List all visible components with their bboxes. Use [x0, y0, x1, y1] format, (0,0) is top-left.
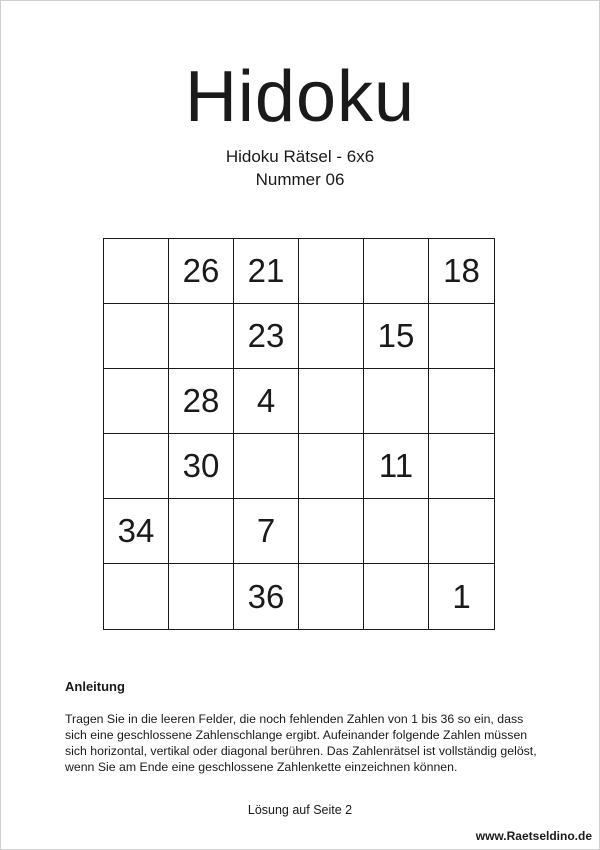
grid-cell[interactable]	[429, 434, 494, 499]
grid-cell[interactable]	[364, 564, 429, 629]
grid-cell: 11	[364, 434, 429, 499]
hidoku-grid	[103, 238, 495, 630]
grid-cell: 34	[104, 499, 169, 564]
grid-cell[interactable]	[299, 434, 364, 499]
grid-cell: 21	[234, 239, 299, 304]
grid-cell: 26	[169, 239, 234, 304]
grid-cell[interactable]	[169, 499, 234, 564]
website-link[interactable]: www.Raetseldino.de	[475, 829, 592, 843]
grid-cell[interactable]	[104, 564, 169, 629]
grid-cell[interactable]	[364, 499, 429, 564]
grid-cell: 23	[234, 304, 299, 369]
grid-cell[interactable]	[299, 499, 364, 564]
grid-cell[interactable]	[169, 304, 234, 369]
grid-cell[interactable]	[429, 369, 494, 434]
grid-cell[interactable]	[104, 434, 169, 499]
grid-cell: 7	[234, 499, 299, 564]
solution-note: Lösung auf Seite 2	[247, 803, 353, 817]
grid-cell[interactable]	[299, 239, 364, 304]
grid-cell: 36	[234, 564, 299, 629]
grid-cell: 30	[169, 434, 234, 499]
instructions-heading: Anleitung	[65, 679, 125, 694]
subtitle	[0, 145, 600, 191]
grid-cell[interactable]	[234, 434, 299, 499]
grid-cell[interactable]	[104, 304, 169, 369]
grid-cell[interactable]	[429, 499, 494, 564]
grid-cell: 28	[169, 369, 234, 434]
grid-cell: 4	[234, 369, 299, 434]
grid-cell: 15	[364, 304, 429, 369]
grid-cell[interactable]	[364, 239, 429, 304]
grid-cell[interactable]	[104, 369, 169, 434]
grid-cell[interactable]	[299, 304, 364, 369]
grid-cell[interactable]	[429, 304, 494, 369]
grid-cell[interactable]	[299, 564, 364, 629]
puzzle-number: Nummer 06	[255, 170, 345, 189]
grid-cell: 18	[429, 239, 494, 304]
instructions-text: Tragen Sie in die leeren Felder, die noch fehlenden Zahlen von 1 bis 36 so ein, dass sich eine geschlossene Zahlenschlange ergibt. Aufeinander folgende Zahlen müssen sich horizontal, vertikal oder diagonal berühren. Das Zahlenrätsel ist vollständig gelöst, wenn Sie am Ende eine geschlossene Zahlenkette einzeichnen können.	[65, 712, 537, 774]
page-title: Hidoku	[184, 57, 416, 137]
grid-cell[interactable]	[364, 369, 429, 434]
grid-cell[interactable]	[104, 239, 169, 304]
grid-cell: 1	[452, 577, 471, 615]
grid-cell[interactable]	[299, 369, 364, 434]
grid-cell[interactable]	[169, 564, 234, 629]
puzzle-type: Hidoku Rätsel - 6x6	[225, 147, 375, 166]
